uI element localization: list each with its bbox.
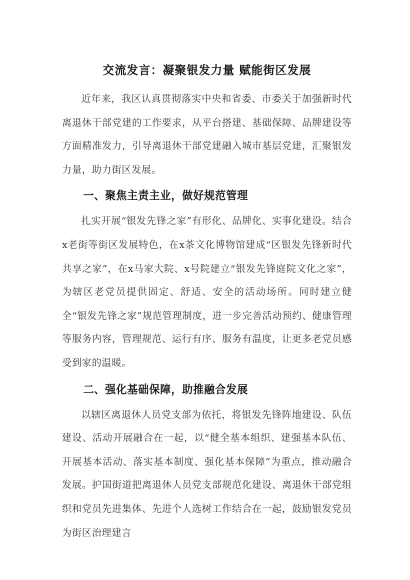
intro-paragraph: 近年来，我区认真贯彻落实中央和省委、市委关于加强新时代离退休干部党建的工作要求，从平台搭建、基础保障、品牌建设等方面精准发力，引导离退休干部党建融入城市基层党建，汇聚银发力量，助力街区发展。 (62, 94, 352, 176)
section-2-paragraph: 以辖区离退休人员党支部为依托，将银发先锋阵地建设、队伍建设、活动开展融合在一起，以“健全基本组织、建强基本队伍、开展基本活动、落实基本制度、强化基本保障”为重点，推动融合发展。护国街道把离退休人员党支部规范化建设、离退休干部党组织和党员先进集体、先进个人选树工作结合在一起，鼓励银发党员为街区治理建言 (62, 409, 352, 539)
section-1-paragraph: 扎实开展“银发先锋之家”有形化、品牌化、实事化建设。结合x老街等街区发展特色，在x茶文化博物馆建成“区银发先锋新时代共享之家”，在x马家大院、x号院建立“银发先锋庭院文化之家”，为辖区老党员提供固定、舒适、安全的活动场所。同时建立健全“银发先锋之家”规范管理制度，进一步完善活动预约、健康管理等服务内容，管理规范、运行有序、服务有温度，让更多老党员感受到家的温暖。 (62, 216, 352, 369)
document-title: 交流发言：凝聚银发力量 赋能街区发展 (102, 63, 312, 77)
section-2-heading: 二、强化基础保障，助推融合发展 (83, 383, 249, 396)
section-1-heading: 一、聚焦主责主业，做好规范管理 (83, 190, 249, 203)
